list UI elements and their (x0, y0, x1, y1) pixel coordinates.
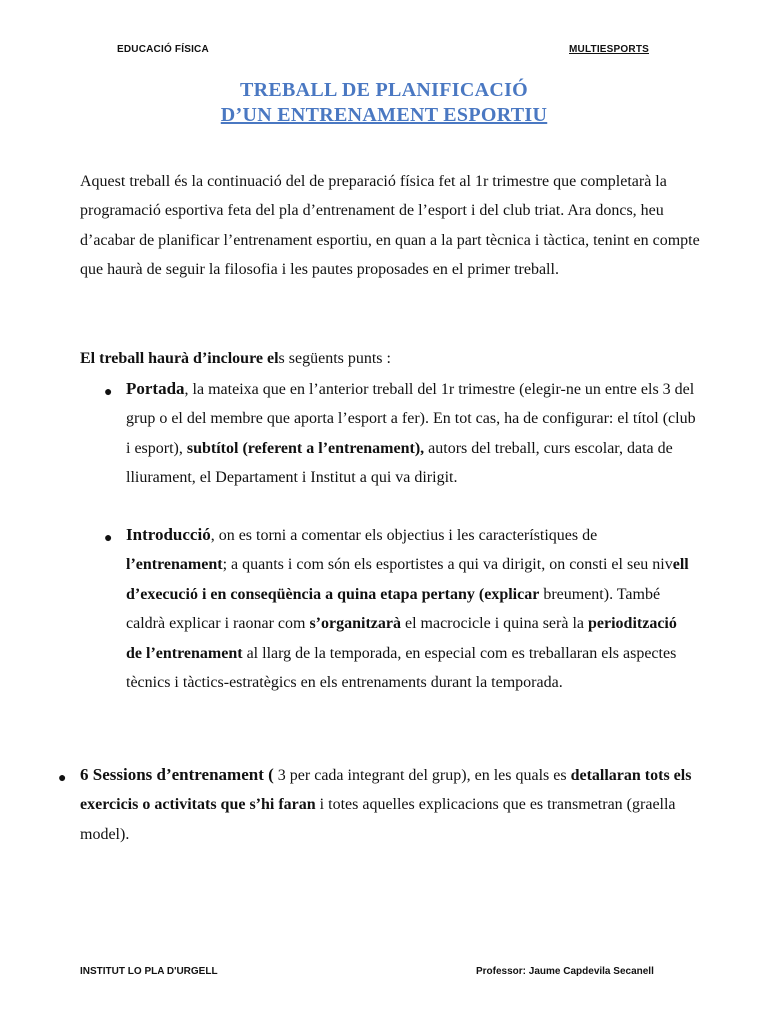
title-line-2-text: D’UN ENTRENAMENT ESPORTIU (220, 104, 548, 126)
item-label: Introducció (126, 525, 211, 544)
list-item-sessions (80, 760, 700, 849)
item-bold-text: l’entrenament (126, 556, 223, 574)
document-title-line-2 (0, 104, 768, 127)
bullet-icon: ● (104, 385, 113, 400)
header-subject: EDUCACIÓ FÍSICA (117, 44, 209, 55)
item-text: al llarg de la temporada, en especial com es treballaran els aspectes tècnics i tàctics-estratègics en els entrenaments durant la temporada. (126, 644, 677, 692)
document-title-line-1: TREBALL DE PLANIFICACIÓ (239, 79, 529, 101)
intro-paragraph: Aquest treball és la continuació del de preparació física fet al 1r trimestre que completarà la programació esportiva feta del pla d’entrenament de l’esport i del club triat. Ara doncs, heu d’acabar de planificar l’entrenament esportiu, en quan a la part tècnica i tàctica, tenint en compte que haurà de seguir la filosofia i les pautes proposades en el primer treball. (80, 173, 700, 279)
points-heading (80, 344, 700, 373)
item-text: ; a quants i com són els esportistes a qui va dirigit, on consti el seu niv (222, 556, 673, 574)
item-text: autors del treball, curs escolar, data de lliurament, el Departament i Institut a qui va dirigit. (126, 439, 673, 487)
points-heading-bold: El treball haurà d’incloure el (80, 350, 279, 367)
list-item-introduccio (126, 520, 696, 697)
item-text: 3 per cada integrant del grup), en les quals es (273, 767, 571, 784)
item-label: 6 Sessions d’entrenament ( (80, 765, 274, 784)
item-text: el macrocicle i quina serà la (400, 615, 588, 633)
bullet-icon: ● (104, 531, 113, 546)
item-bold-text: ell d’execució i en conseqüència a quina etapa pertany (explicar (126, 556, 689, 603)
item-bold-text: periodització de l’entrenament (126, 615, 677, 662)
item-text: i totes aquelles explicacions que es transmetran (graella model). (80, 796, 676, 843)
item-label: Portada (126, 379, 185, 398)
item-text: , la mateixa que en l’anterior treball del 1r trimestre (elegir-ne un entre els 3 del grup o el del membre que aporta l’esport a fer). En tot cas, ha de configurar: el títol (club i esport), (126, 381, 696, 457)
points-heading-normal: s següents punts : (278, 350, 391, 367)
footer-teacher: Professor: Jaume Capdevila Secanell (476, 966, 654, 977)
item-text: , on es torni a comentar els objectius i les característiques de (210, 527, 598, 544)
bullet-icon: ● (58, 771, 67, 786)
header-unit: MULTIESPORTS (569, 44, 649, 55)
footer-school: INSTITUT LO PLA D'URGELL (80, 966, 218, 977)
item-bold-text: subtítol (referent a l’entrenament), (186, 439, 425, 457)
item-bold-text: detallaran tots els exercicis o activitats que s’hi faran (80, 767, 692, 814)
item-bold-text: s’organitzarà (309, 615, 401, 633)
item-text: breument). També caldrà explicar i raonar com (126, 585, 661, 633)
list-item-portada (126, 374, 696, 493)
